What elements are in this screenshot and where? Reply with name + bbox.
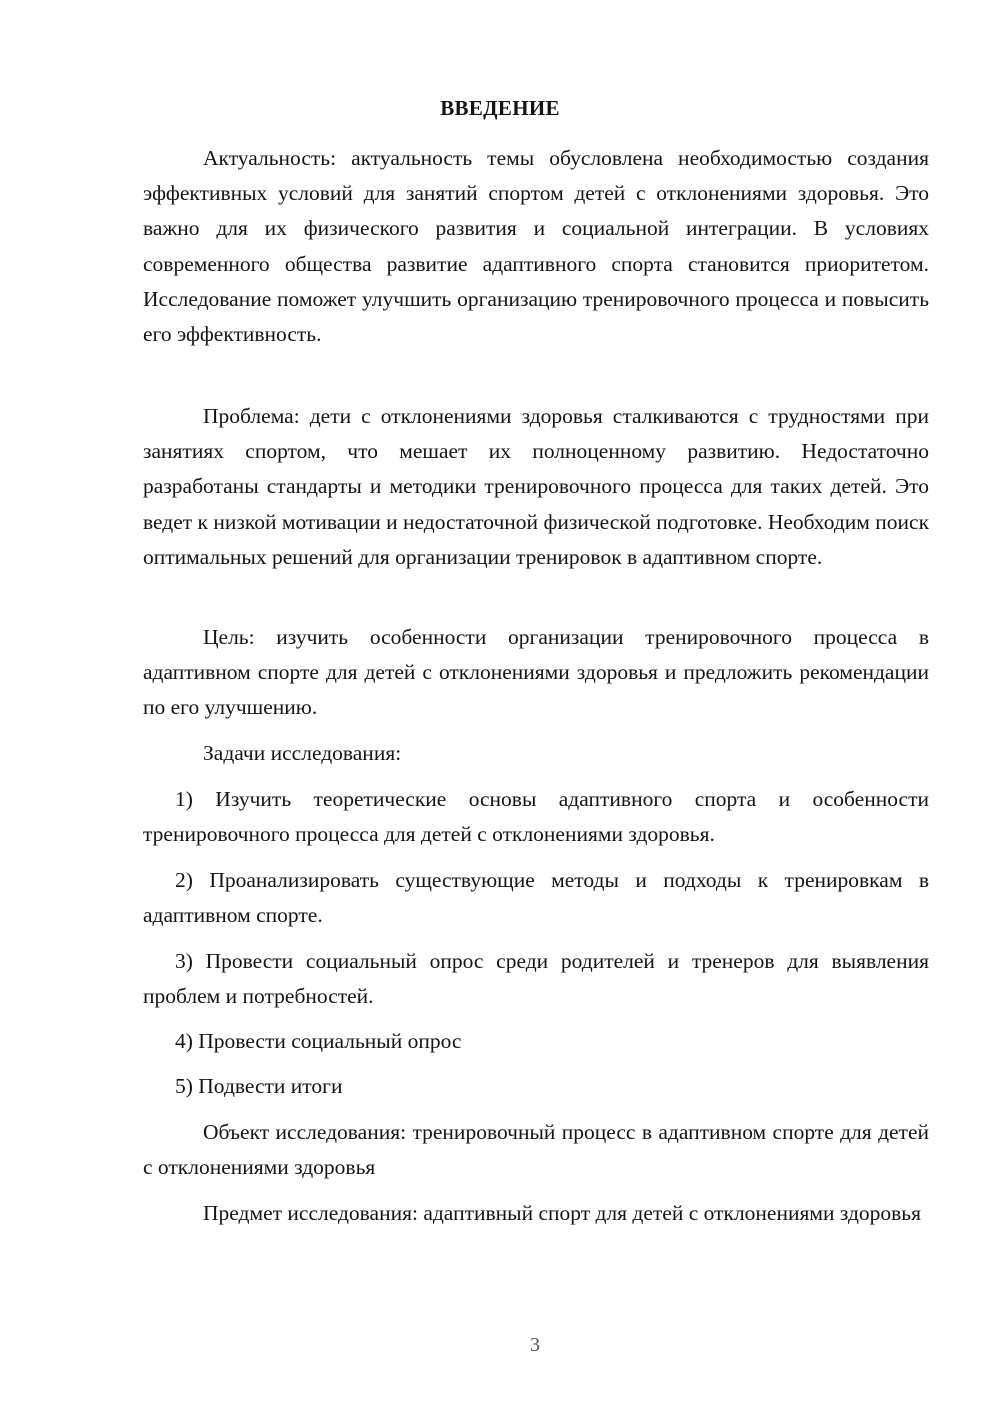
paragraph-object: Объект исследования: тренировочный процесс в адаптивном спорте для детей с отклонениями здоровья	[143, 1120, 929, 1180]
paragraph-tasks-heading: Задачи исследования:	[203, 741, 402, 765]
paragraph-relevance: Актуальность: актуальность темы обусловлена необходимостью создания эффективных условий для занятий спортом детей с отклонениями здоровья. Это важно для их физического развития и социальной интеграции. В условиях современного общества развитие адаптивного спорта становится приоритетом. Исследование поможет улучшить организацию тренировочного процесса и повысить его эффективность.	[143, 146, 929, 347]
list-item-task-1: 1) Изучить теоретические основы адаптивного спорта и особенности тренировочного процесса для детей с отклонениями здоровья.	[143, 787, 929, 847]
list-item-task-4: 4) Провести социальный опрос	[175, 1029, 462, 1053]
paragraph-goal: Цель: изучить особенности организации тренировочного процесса в адаптивном спорте для детей с отклонениями здоровья и предложить рекомендации по его улучшению.	[143, 625, 929, 720]
page-number: 3	[530, 1334, 540, 1356]
list-item-task-2: 2) Проанализировать существующие методы и подходы к тренировкам в адаптивном спорте.	[143, 868, 929, 928]
paragraph-subject: Предмет исследования: адаптивный спорт для детей с отклонениями здоровья	[203, 1201, 922, 1225]
list-item-task-5: 5) Подвести итоги	[175, 1074, 343, 1098]
paragraph-problem: Проблема: дети с отклонениями здоровья сталкиваются с трудностями при занятиях спортом, что мешает их полноценному развитию. Недостаточно разработаны стандарты и методики тренировочного процесса для таких детей. Это ведет к низкой мотивации и недостаточной физической подготовке. Необходим поиск оптимальных решений для организации тренировок в адаптивном спорте.	[143, 404, 930, 569]
section-title: ВВЕДЕНИЕ	[440, 96, 560, 120]
list-item-task-3: 3) Провести социальный опрос среди родителей и тренеров для выявления проблем и потребностей.	[143, 949, 929, 1009]
